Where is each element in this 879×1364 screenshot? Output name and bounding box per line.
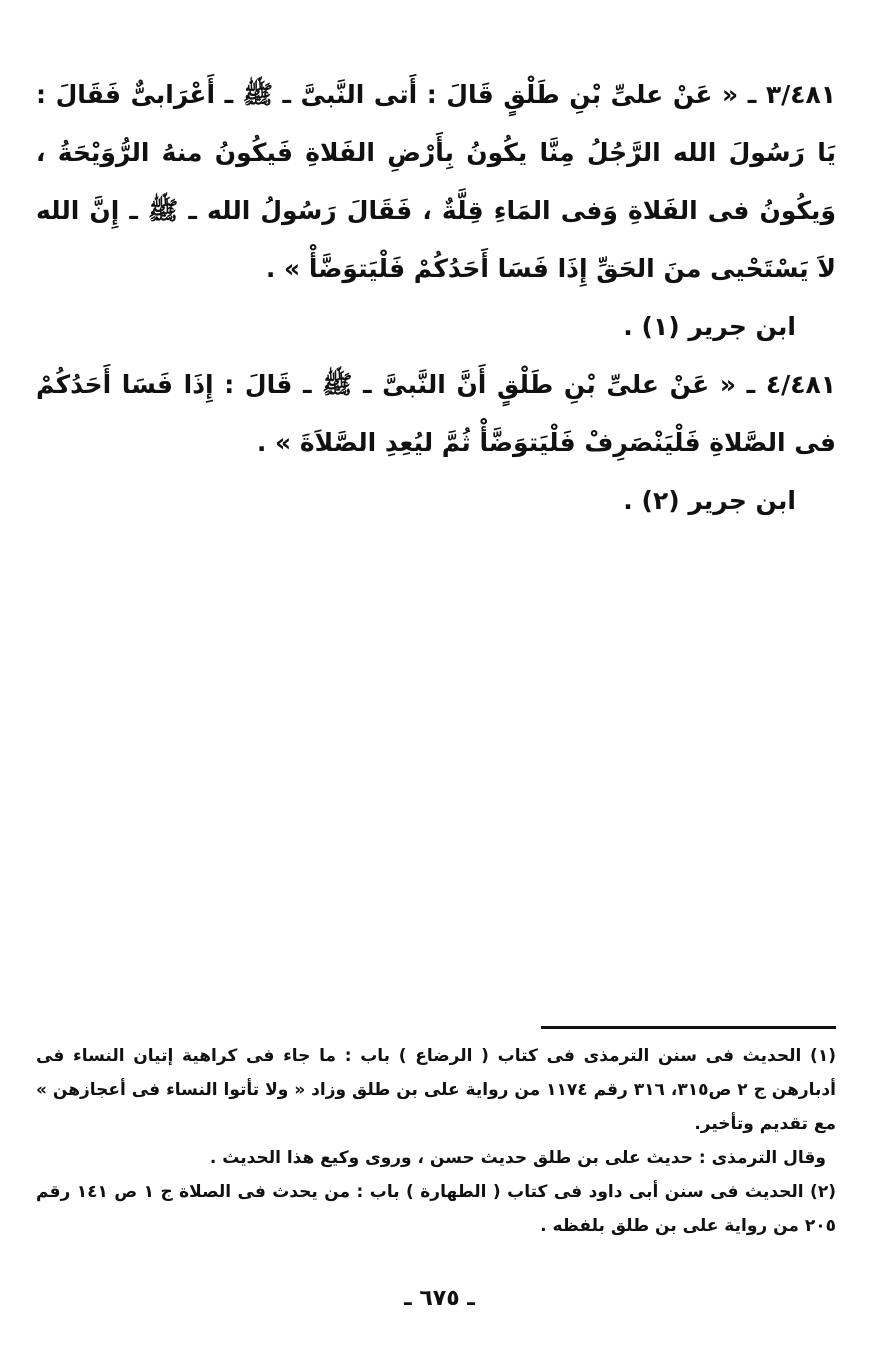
footnote-1-continuation: وقال الترمذى : حديث على بن طلق حديث حسن ، وروى وكيع هذا الحديث . [209, 1148, 826, 1168]
hadith-paragraph: ٣/٤٨١ ـ « عَنْ علىِّ بْنِ طَلْقٍ قَالَ : أَتى النَّبىَّ ـ ﷺ ـ أَعْرَابىٌّ فَقَالَ : يَا رَسُولَ الله الرَّجُلُ مِنَّا يكُونُ بِأَرْضِ الفَلاةِ فَيكُونُ منهُ الرُّوَيْحَةُ ، وَيكُونُ فى الفَلاةِ وَفى المَاءِ قِلَّةٌ ، فَقَالَ رَسُولُ الله ـ ﷺ ـ إِنَّ الله لاَ يَسْتَحْيى منَ الحَقِّ إِذَا فَسَا أَحَدُكُمْ فَلْيَتوَضَّأْ » . [36, 80, 836, 283]
page-number: ـ ٦٧٥ ـ [404, 1286, 475, 1311]
footnote-1: (١) الحديث فى سنن الترمذى فى كتاب ( الرضاع ) باب : ما جاء فى كراهية إتيان النساء فى أدبارهن ج ٢ ص٣١٥، ٣١٦ رقم ١١٧٤ من رواية على بن طلق وزاد « ولا تأتوا النساء فى أعجازهن » مع تقديم وتأخير. [36, 1046, 836, 1134]
hadith-paragraph: ٤/٤٨١ ـ « عَنْ علىِّ بْنِ طَلْقٍ أَنَّ النَّبىَّ ـ ﷺ ـ قَالَ : إِذَا فَسَا أَحَدُكُمْ فى الصَّلاةِ فَلْيَنْصَرِفْ فَلْيَتوَضَّأْ ثُمَّ ليُعِدِ الصَّلاَةَ » . [36, 370, 836, 457]
hadith-source: ابن جرير (٢) . [623, 486, 796, 515]
footnotes [36, 1039, 836, 1243]
hadith-source: ابن جرير (١) . [623, 312, 796, 341]
main-text [36, 66, 836, 530]
footnote-divider [541, 1026, 836, 1029]
footnote-2: (٢) الحديث فى سنن أبى داود فى كتاب ( الطهارة ) باب : من يحدث فى الصلاة ج ١ ص ١٤١ رقم ٢٠٥ من رواية على بن طلق بلفظه . [36, 1182, 836, 1236]
